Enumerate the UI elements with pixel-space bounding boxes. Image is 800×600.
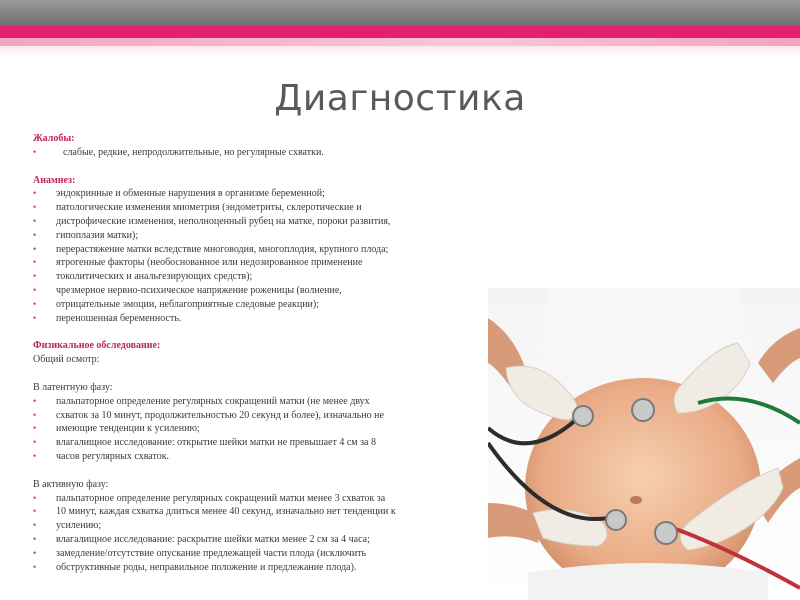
header-fade	[0, 46, 800, 56]
physical-heading: Физикальное обследование:	[33, 340, 161, 352]
list-item: • имеющие тенденции к усилению;	[33, 422, 483, 436]
list-item: • отрицательные эмоции, неблагоприятные следовые реакции);	[33, 298, 483, 312]
list-item: • 10 минут, каждая схватка длиться менее 40 секунд, изначально нет тенденции к	[33, 505, 483, 519]
list-item: • схваток за 10 минут, продолжительностью 20 секунд и более), изначально не	[33, 409, 483, 423]
list-item: • гипоплазия матки);	[33, 229, 483, 243]
list-item: • патологические изменения миометрия (эндометриты, склеротические и	[33, 201, 483, 215]
list-item: • переношенная беременность.	[33, 312, 483, 326]
complaints-heading: Жалобы:	[33, 133, 75, 144]
list-item: • дистрофические изменения, неполноценный рубец на матке, пороки развития,	[33, 215, 483, 229]
list-item: • чрезмерное нервно-психическое напряжение роженицы (волнение,	[33, 284, 483, 298]
header-gray-bar	[0, 0, 800, 26]
list-item: • усилению;	[33, 519, 483, 533]
list-item: • ятрогенные факторы (необоснованное или недозированное применение	[33, 256, 483, 270]
list-item: • обструктивные роды, неправильное положение и предлежание плода).	[33, 561, 483, 575]
header-pink-bar	[0, 26, 800, 38]
list-item: • токолитических и анальгезирующих средств);	[33, 270, 483, 284]
list-item: • перерастяжение матки вследствие многоводия, многоплодия, крупного плода;	[33, 243, 483, 257]
slide-title: Диагностика	[274, 78, 526, 119]
list-item: • часов регулярных схваток.	[33, 450, 483, 464]
general-exam-label: Общий осмотр:	[33, 354, 100, 366]
latent-phase-heading: В латентную фазу:	[33, 381, 113, 393]
list-item: • замедление/отсутствие опускание предлежащей части плода (исключить	[33, 547, 483, 561]
header-pink-light-bar	[0, 38, 800, 46]
anamnesis-heading: Анамнез:	[33, 174, 76, 186]
pregnant-belly-stethoscope-photo	[488, 288, 800, 600]
active-phase-heading: В активную фазу:	[33, 478, 109, 490]
list-item: • пальпаторное определение регулярных сокращений матки менее 3 схваток за	[33, 492, 483, 506]
list-item: • пальпаторное определение регулярных сокращений матки (не менее двух	[33, 395, 483, 409]
slide-content	[33, 132, 483, 574]
list-item: • влагалищное исследование: открытие шейки матки не превышает 4 см за 8	[33, 436, 483, 450]
list-item: • влагалищное исследование: раскрытие шейки матки менее 2 см за 4 часа;	[33, 533, 483, 547]
list-item: • слабые, редкие, непродолжительные, но регулярные схватки.	[33, 146, 483, 160]
list-item: • эндокринные и обменные нарушения в организме беременной;	[33, 187, 483, 201]
